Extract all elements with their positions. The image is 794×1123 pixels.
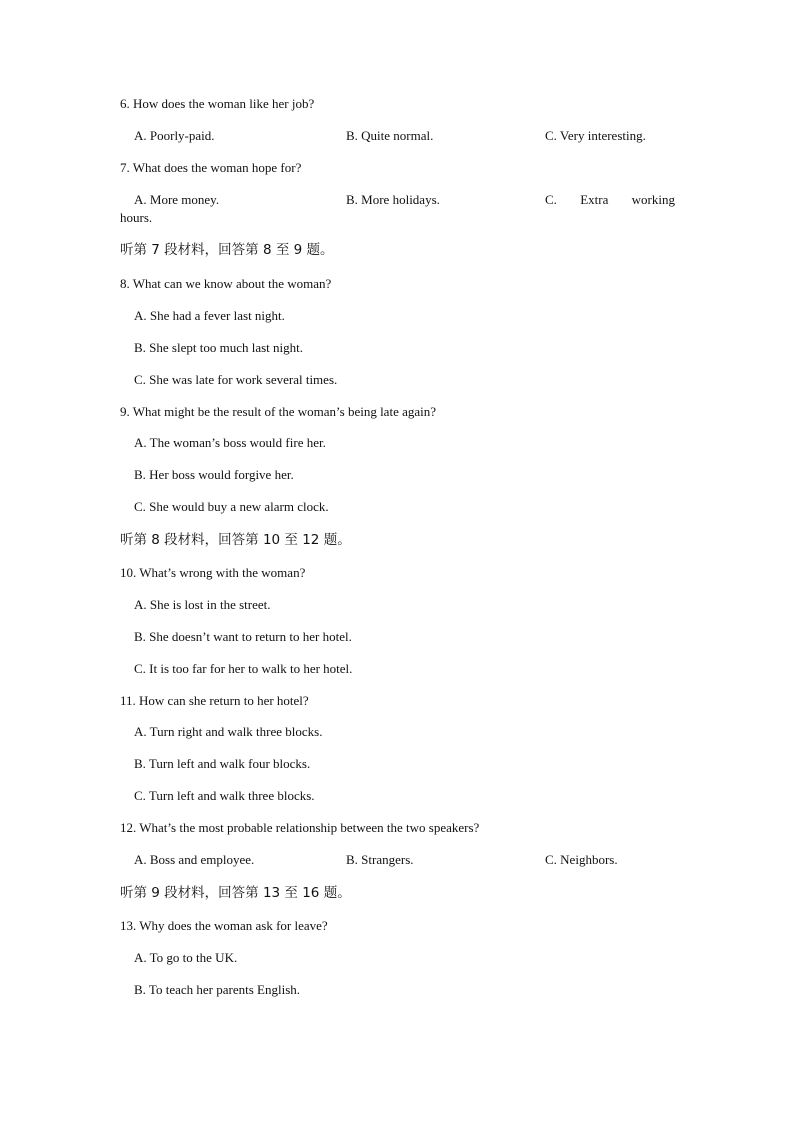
- q7-option-c-letter: C.: [545, 192, 557, 207]
- q12-option-c: C. Neighbors.: [545, 852, 618, 867]
- section-heading-9: 听第 9 段材料，回答第 13 至 16 题。: [120, 885, 351, 901]
- q13-option-b: B. To teach her parents English.: [134, 982, 301, 997]
- q8-option-c: C. She was late for work several times.: [134, 372, 338, 387]
- q8-option-b: B. She slept too much last night.: [134, 340, 303, 355]
- q12-option-b: B. Strangers.: [346, 852, 414, 867]
- question-7: 7. What does the woman hope for?: [120, 160, 302, 175]
- q7-option-c: [545, 192, 675, 208]
- q7-option-c-word-2: working: [631, 192, 675, 207]
- question-10: 10. What’s wrong with the woman?: [120, 565, 306, 580]
- q7-option-c-word-1: Extra: [580, 192, 609, 207]
- q10-option-a: A. She is lost in the street.: [134, 597, 271, 612]
- question-9: 9. What might be the result of the woman’s being late again?: [120, 404, 437, 419]
- q9-option-a: A. The woman’s boss would fire her.: [134, 435, 326, 450]
- q9-option-b: B. Her boss would forgive her.: [134, 467, 294, 482]
- q7-option-b: B. More holidays.: [346, 192, 440, 207]
- q10-option-b: B. She doesn’t want to return to her hotel.: [134, 629, 352, 644]
- q6-option-c: C. Very interesting.: [545, 128, 646, 143]
- section-heading-8: 听第 8 段材料，回答第 10 至 12 题。: [120, 532, 351, 548]
- q12-option-a: A. Boss and employee.: [134, 852, 255, 867]
- section-heading-7: 听第 7 段材料，回答第 8 至 9 题。: [120, 242, 334, 258]
- question-12: 12. What’s the most probable relationship between the two speakers?: [120, 820, 480, 835]
- q9-option-c: C. She would buy a new alarm clock.: [134, 499, 329, 514]
- q6-option-a: A. Poorly-paid.: [134, 128, 215, 143]
- question-13: 13. Why does the woman ask for leave?: [120, 918, 328, 933]
- q7-option-c-wrap: hours.: [120, 210, 153, 225]
- question-11: 11. How can she return to her hotel?: [120, 693, 309, 708]
- q8-option-a: A. She had a fever last night.: [134, 308, 285, 323]
- q11-option-a: A. Turn right and walk three blocks.: [134, 724, 323, 739]
- q10-option-c: C. It is too far for her to walk to her hotel.: [134, 661, 353, 676]
- question-8: 8. What can we know about the woman?: [120, 276, 332, 291]
- q11-option-b: B. Turn left and walk four blocks.: [134, 756, 311, 771]
- q11-option-c: C. Turn left and walk three blocks.: [134, 788, 315, 803]
- question-6: 6. How does the woman like her job?: [120, 96, 315, 111]
- q7-option-a: A. More money.: [134, 192, 220, 207]
- q13-option-a: A. To go to the UK.: [134, 950, 238, 965]
- q6-option-b: B. Quite normal.: [346, 128, 434, 143]
